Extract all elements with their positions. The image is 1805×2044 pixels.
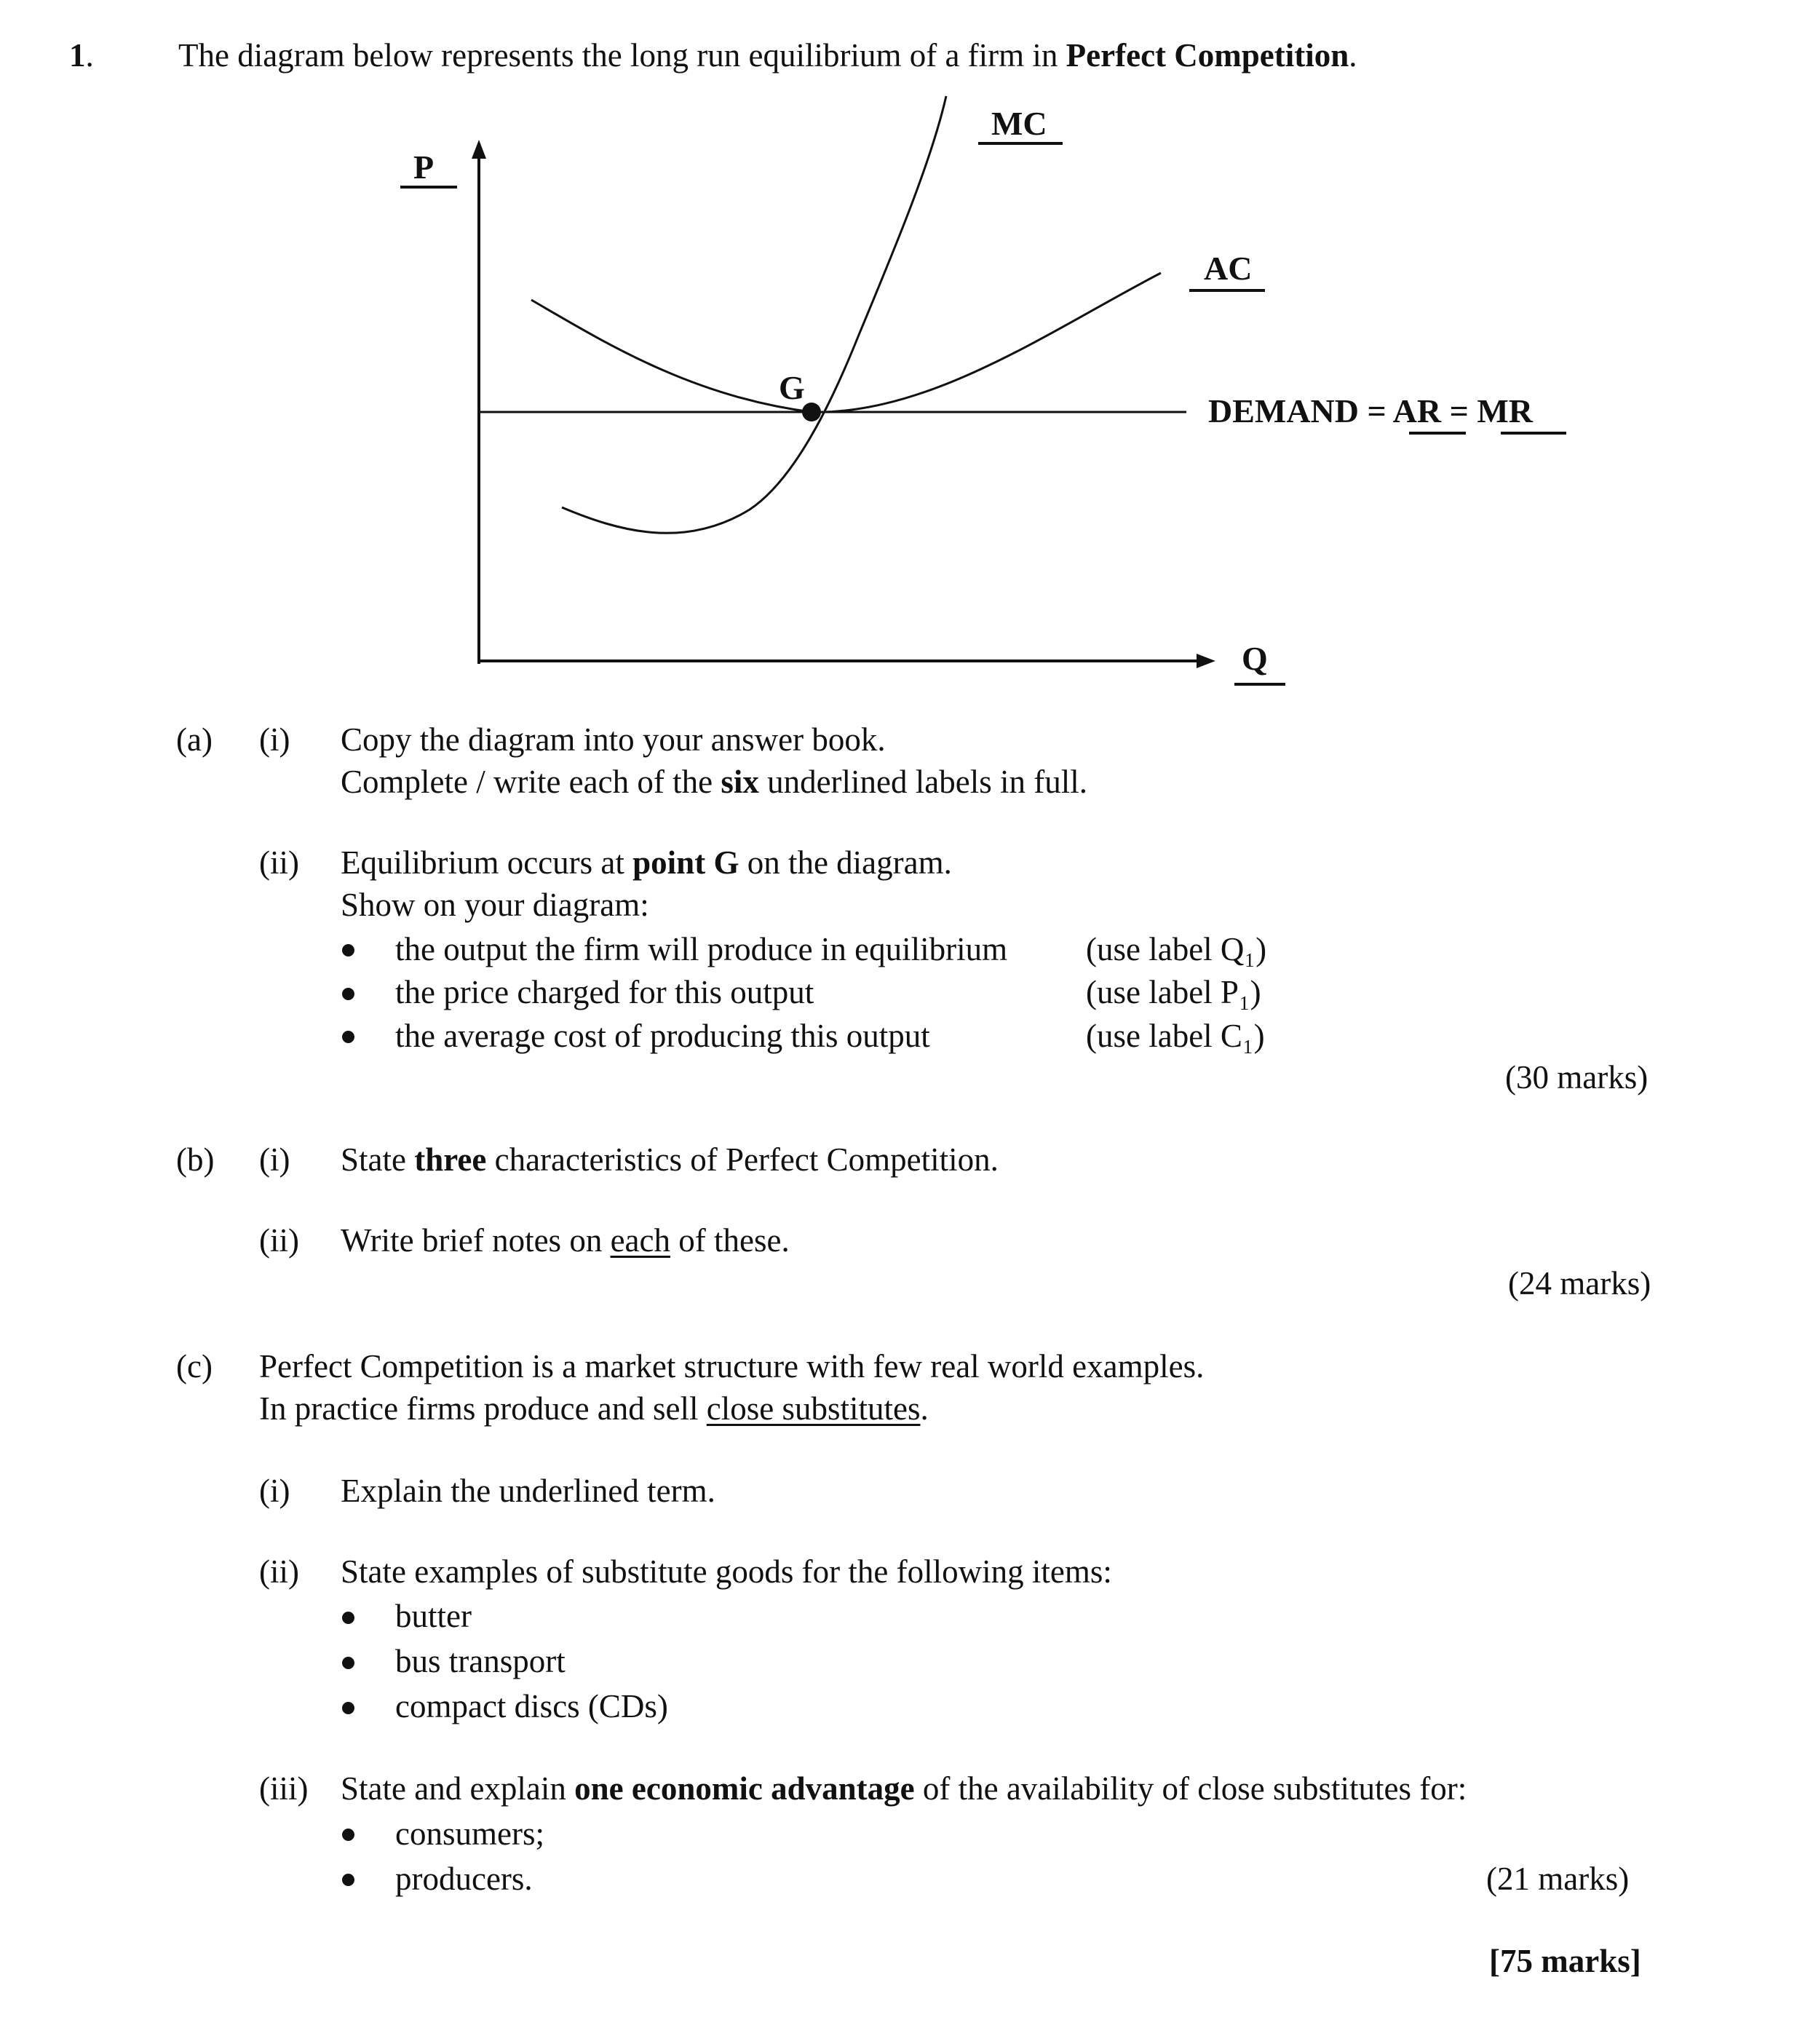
part-a-ii-bullet-3-note: (use label C₁) xyxy=(1086,1018,1265,1054)
label-q: Q xyxy=(1242,640,1268,677)
label-ac: AC xyxy=(1204,250,1253,287)
question-intro: The diagram below represents the long run equilibrium of a firm in Perfect Competition. xyxy=(178,37,1357,74)
part-b-ii-label: (ii) xyxy=(259,1222,299,1259)
part-a-ii-bullet-2-note: (use label P₁) xyxy=(1086,974,1261,1010)
bullet-dot xyxy=(342,944,354,956)
label-mr: MR xyxy=(1477,392,1533,429)
part-c-iii-bullet-2: producers. xyxy=(395,1861,533,1897)
perfect-competition-diagram xyxy=(0,0,1805,699)
part-a-label: (a) xyxy=(176,721,213,758)
part-c-ii-text: State examples of substitute goods for the following items: xyxy=(341,1553,1112,1590)
part-a-ii-line1: Equilibrium occurs at point G on the diagram. xyxy=(341,844,952,881)
part-c-intro-1: Perfect Competition is a market structure with few real world examples. xyxy=(259,1348,1205,1385)
part-a-ii-bullet-1-note: (use label Q₁) xyxy=(1086,931,1267,967)
part-c-iii-bullet-1: consumers; xyxy=(395,1815,544,1852)
part-c-ii-bullet-3: compact discs (CDs) xyxy=(395,1688,668,1724)
label-ar: AR xyxy=(1392,392,1442,429)
quantity-axis-arrow xyxy=(1197,654,1215,668)
bullet-dot xyxy=(342,1829,354,1841)
label-demand: DEMAND = AR = MR xyxy=(1208,392,1533,429)
part-c-iii-label: (iii) xyxy=(259,1770,309,1807)
part-a-i-line2: Complete / write each of the six underlined labels in full. xyxy=(341,764,1087,800)
part-c-ii-label: (ii) xyxy=(259,1553,299,1590)
part-b-i-label: (i) xyxy=(259,1141,290,1178)
ac-curve xyxy=(531,273,1161,412)
part-a-i-label: (i) xyxy=(259,721,290,758)
part-b-label: (b) xyxy=(176,1141,215,1178)
point-g-dot xyxy=(802,403,821,421)
part-c-label: (c) xyxy=(176,1348,213,1385)
price-axis-arrow xyxy=(472,140,486,159)
part-a-i-line1: Copy the diagram into your answer book. xyxy=(341,721,886,758)
bullet-dot xyxy=(342,988,354,1000)
part-a-ii-bullet-2: the price charged for this output xyxy=(395,974,814,1010)
part-b-marks: (24 marks) xyxy=(1508,1265,1651,1302)
label-g: G xyxy=(779,369,805,406)
total-marks: [75 marks] xyxy=(1489,1943,1641,1979)
part-a-ii-line2: Show on your diagram: xyxy=(341,887,649,923)
label-p: P xyxy=(413,148,435,186)
part-a-ii-bullet-3: the average cost of producing this output xyxy=(395,1018,930,1054)
bullet-dot xyxy=(342,1874,354,1886)
part-c-i-text: Explain the underlined term. xyxy=(341,1473,715,1509)
part-a-ii-label: (ii) xyxy=(259,844,299,881)
part-c-ii-bullet-2: bus transport xyxy=(395,1643,566,1679)
part-a-marks: (30 marks) xyxy=(1505,1059,1649,1096)
part-c-ii-bullet-1: butter xyxy=(395,1598,472,1634)
question-number: 1. xyxy=(69,37,94,74)
part-a-ii-bullet-1: the output the firm will produce in equilibrium xyxy=(395,931,1008,967)
part-b-i-text: State three characteristics of Perfect Competition. xyxy=(341,1141,999,1178)
part-c-i-label: (i) xyxy=(259,1473,290,1509)
mc-curve xyxy=(562,96,946,533)
bullet-dot xyxy=(342,1657,354,1669)
bullet-dot xyxy=(342,1031,354,1043)
bullet-dot xyxy=(342,1612,354,1624)
part-c-marks: (21 marks) xyxy=(1486,1861,1630,1897)
bullet-dot xyxy=(342,1702,354,1714)
part-c-iii-text: State and explain one economic advantage of the availability of close substitutes for: xyxy=(341,1770,1467,1807)
part-b-ii-text: Write brief notes on each of these. xyxy=(341,1222,790,1259)
label-mc: MC xyxy=(991,105,1047,142)
part-c-intro-2: In practice firms produce and sell close substitutes. xyxy=(259,1390,929,1427)
